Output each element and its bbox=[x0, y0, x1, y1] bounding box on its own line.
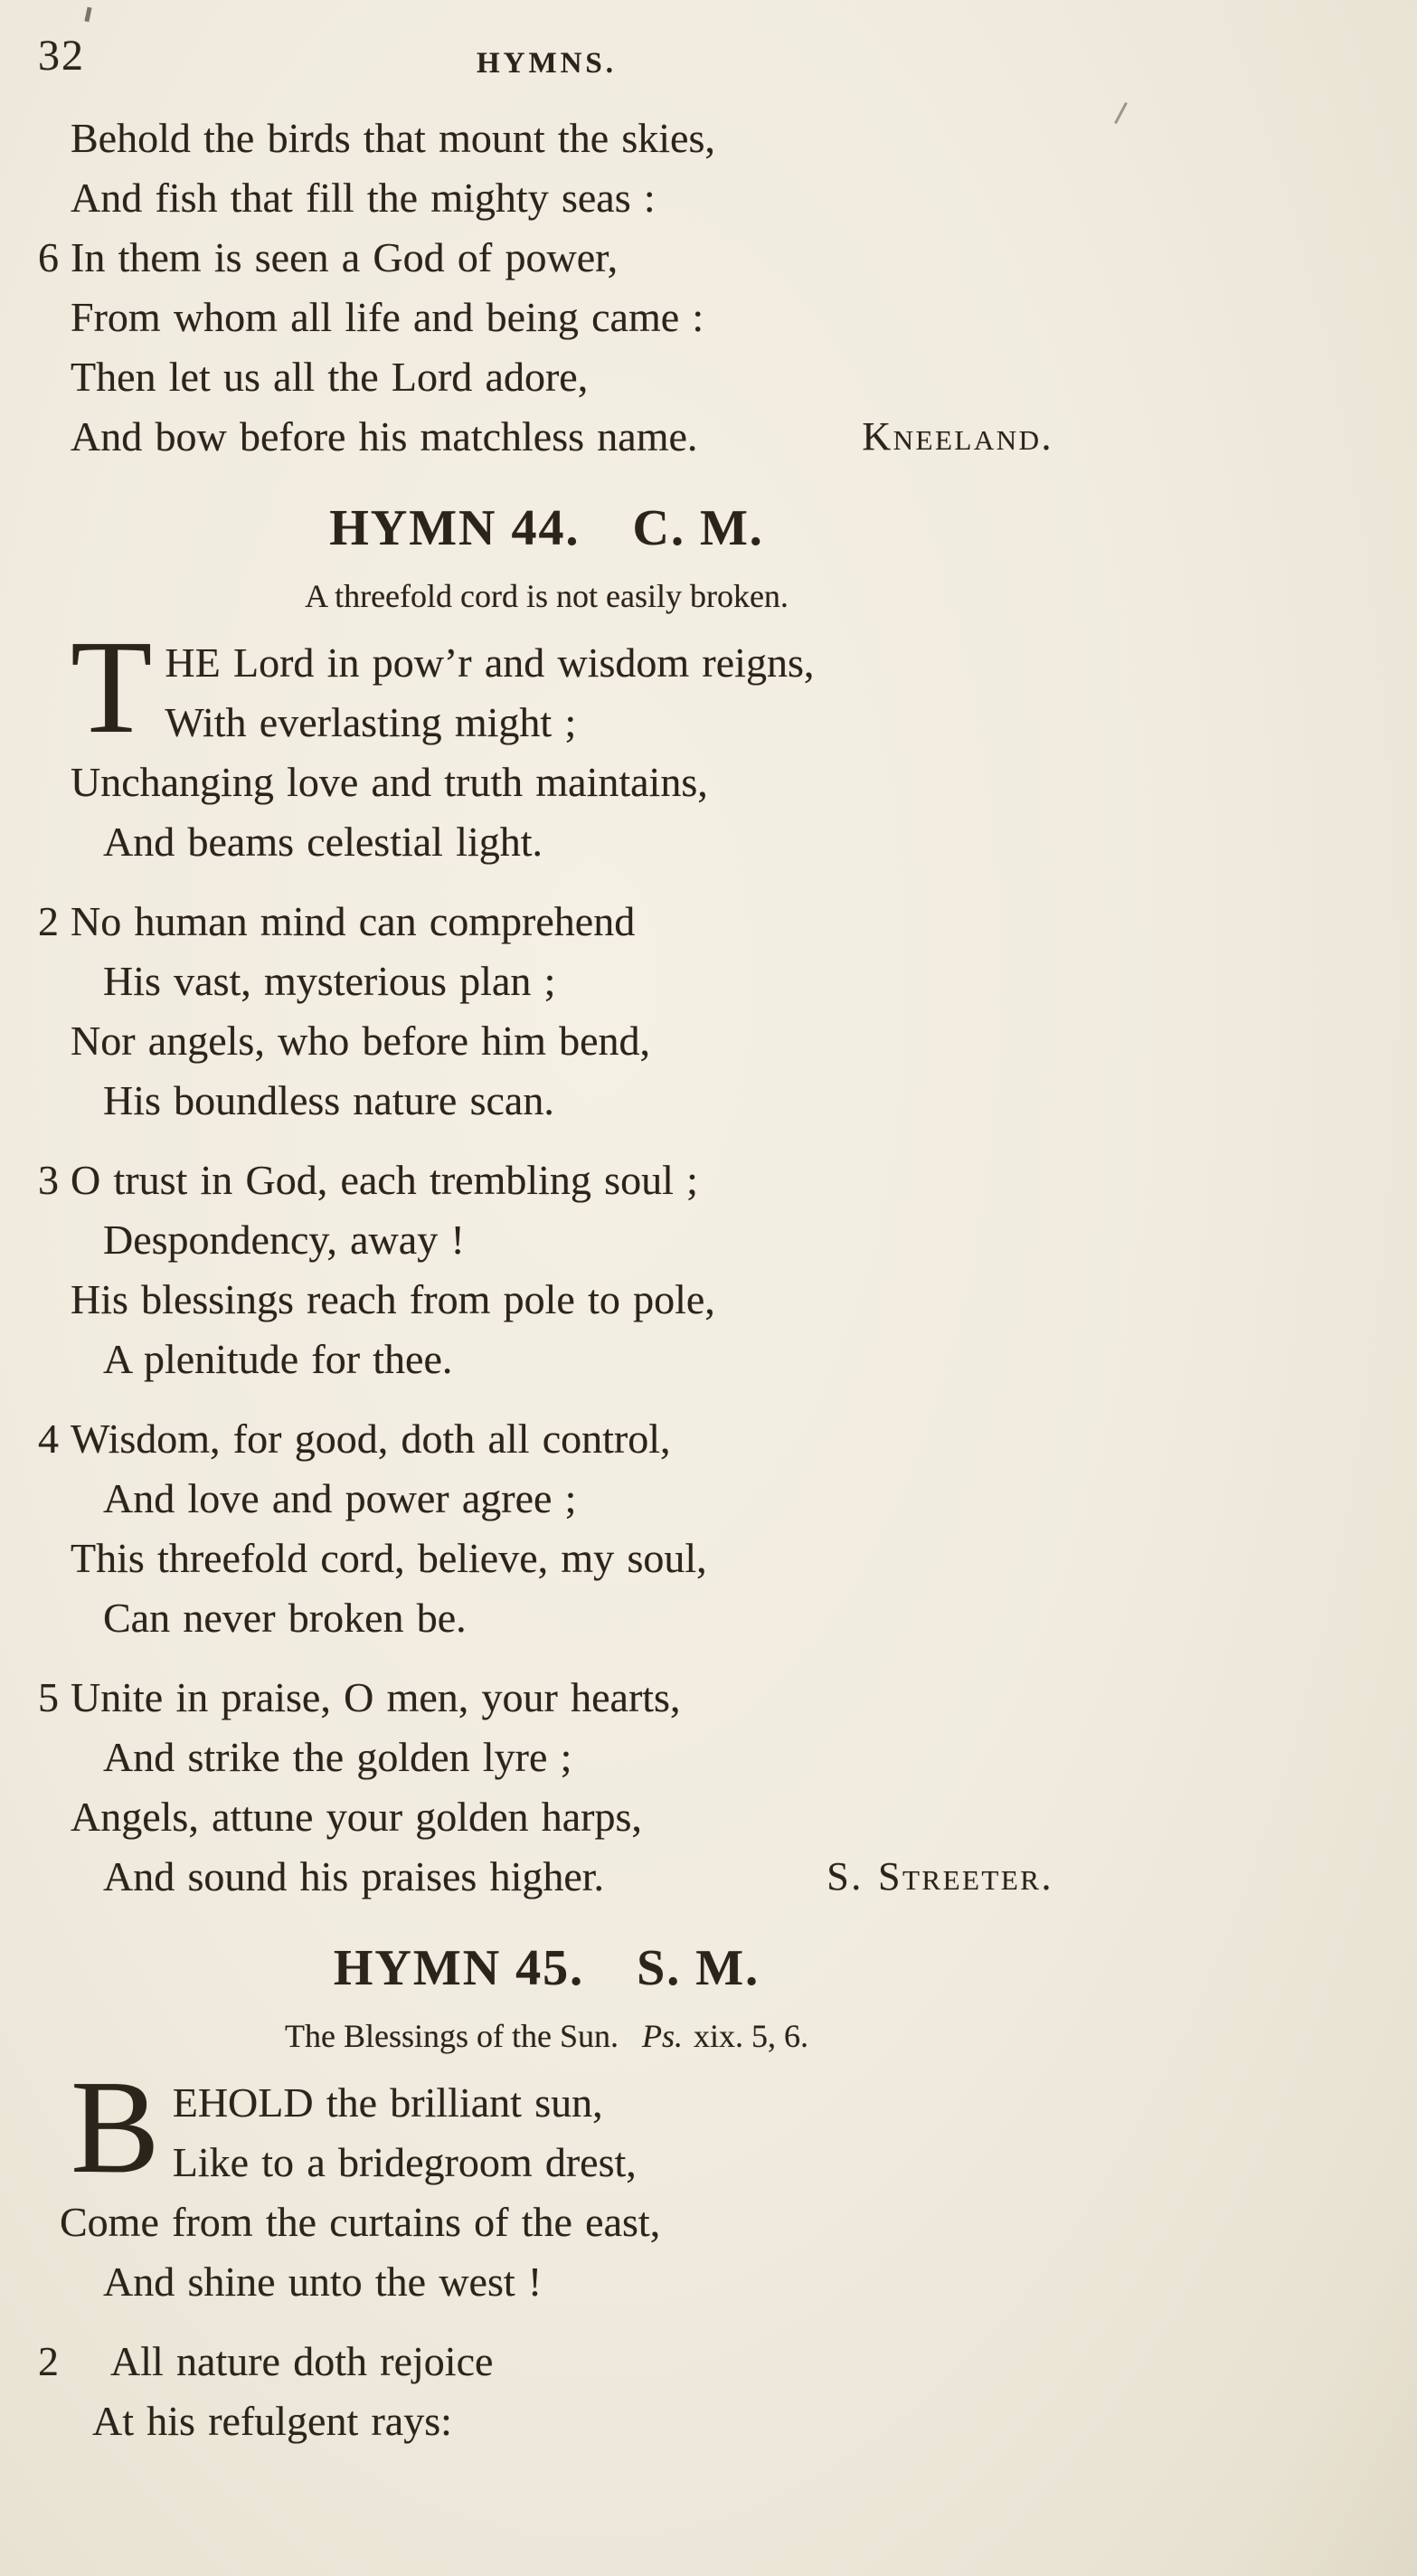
verse-text: Can never broken be. bbox=[103, 1595, 467, 1641]
verse-text: From whom all life and being came : bbox=[71, 294, 704, 340]
hymn-44-stanza-4 bbox=[38, 1409, 1055, 1648]
hymn-number: HYMN 44. bbox=[329, 500, 581, 556]
verse-line bbox=[38, 952, 1055, 1011]
verse-text: And love and power agree ; bbox=[103, 1475, 577, 1521]
verse-text: Come from the curtains of the east, bbox=[60, 2199, 661, 2245]
verse-text: And beams celestial light. bbox=[103, 819, 543, 865]
verse-text: And shine unto the west ! bbox=[103, 2259, 543, 2305]
hymn-44-stanza-5 bbox=[38, 1668, 1055, 1907]
verse-line bbox=[38, 228, 1055, 288]
verse-line bbox=[173, 2073, 637, 2133]
hymn-meter: S. M. bbox=[637, 1940, 760, 1996]
verse-line bbox=[165, 633, 814, 693]
verse-line bbox=[38, 1588, 1055, 1648]
opening-lines-column bbox=[165, 633, 814, 753]
hymn-number: HYMN 45. bbox=[333, 1940, 585, 1996]
verse-line bbox=[38, 1469, 1055, 1529]
verse-number: 3 bbox=[38, 1157, 59, 1203]
verse-text: A plenitude for thee. bbox=[103, 1336, 453, 1382]
scripture-ref-book: Ps. bbox=[641, 2018, 683, 2054]
verse-line bbox=[38, 1668, 1055, 1728]
verse-line bbox=[38, 1330, 1055, 1389]
author-attribution: S. Streeter. bbox=[827, 1854, 1053, 1899]
verse-text: And sound his praises higher. bbox=[103, 1853, 605, 1899]
verse-text: This threefold cord, believe, my soul, bbox=[71, 1535, 707, 1581]
verse-line bbox=[38, 1409, 1055, 1469]
running-title: HYMNS. bbox=[476, 47, 618, 80]
verse-text: In them is seen a God of power, bbox=[71, 234, 619, 280]
verse-line bbox=[38, 812, 1055, 872]
hymn-44-stanza-3 bbox=[38, 1151, 1055, 1389]
verse-text: Wisdom, for good, doth all control, bbox=[71, 1416, 671, 1462]
verse-line bbox=[38, 1529, 1055, 1588]
verse-number: 4 bbox=[38, 1416, 59, 1462]
verse-line bbox=[38, 1011, 1055, 1071]
verse-number: 5 bbox=[38, 1674, 59, 1720]
opening-lines-column bbox=[173, 2073, 637, 2192]
verse-line bbox=[38, 1151, 1055, 1210]
verse-text: Like to a bridegroom drest, bbox=[172, 2139, 637, 2185]
verse-line bbox=[38, 407, 1055, 467]
verse-text: His blessings reach from pole to pole, bbox=[71, 1276, 715, 1322]
hymn-44-stanza-1 bbox=[38, 613, 1055, 872]
hymn-45-epigraph bbox=[38, 2013, 1055, 2059]
verse-line bbox=[38, 1787, 1055, 1847]
verse-line bbox=[38, 347, 1055, 407]
verse-text: Unite in praise, O men, your hearts, bbox=[71, 1674, 681, 1720]
verse-line bbox=[38, 892, 1055, 952]
verse-line bbox=[173, 2133, 637, 2192]
verse-text: Unchanging love and truth maintains, bbox=[71, 759, 708, 805]
verse-line bbox=[38, 1210, 1055, 1270]
scan-mark bbox=[84, 7, 91, 23]
verse-line bbox=[38, 2192, 1055, 2252]
hymn-44-epigraph bbox=[38, 573, 1055, 619]
drop-cap: B bbox=[71, 2053, 160, 2202]
text-block bbox=[38, 34, 1055, 2471]
verse-text: At his refulgent rays: bbox=[92, 2398, 452, 2444]
verse-text: All nature doth rejoice bbox=[110, 2338, 494, 2384]
opening-lines bbox=[38, 2053, 1055, 2202]
verse-text: Despondency, away ! bbox=[103, 1217, 465, 1263]
verse-text: No human mind can comprehend bbox=[71, 898, 636, 944]
verse-text: Then let us all the Lord adore, bbox=[71, 354, 589, 400]
verse-line bbox=[38, 2252, 1055, 2312]
opening-lines bbox=[38, 613, 1055, 762]
verse-number: 2 bbox=[38, 898, 59, 944]
scan-mark bbox=[1114, 102, 1128, 124]
drop-cap: T bbox=[71, 613, 153, 762]
stanza-previous-hymn-end bbox=[38, 109, 1055, 467]
page-header bbox=[38, 34, 1055, 92]
author-attribution: Kneeland. bbox=[862, 414, 1053, 459]
verse-number: 2 bbox=[38, 2338, 59, 2384]
epigraph-text: A threefold cord is not easily broken. bbox=[305, 578, 789, 614]
verse-line bbox=[165, 693, 814, 753]
verse-line bbox=[38, 2332, 1055, 2391]
verse-text: And strike the golden lyre ; bbox=[103, 1734, 572, 1780]
verse-line bbox=[38, 1270, 1055, 1330]
verse-text: Angels, attune your golden harps, bbox=[71, 1794, 642, 1840]
verse-text: And bow before his matchless name. bbox=[71, 413, 698, 459]
verse-text: O trust in God, each trembling soul ; bbox=[71, 1157, 698, 1203]
verse-text: With everlasting might ; bbox=[165, 699, 577, 745]
scripture-ref-passage: xix. 5, 6. bbox=[693, 2018, 808, 2054]
verse-number: 6 bbox=[38, 234, 59, 280]
epigraph-text: The Blessings of the Sun. bbox=[285, 2018, 619, 2054]
verse-text: His boundless nature scan. bbox=[103, 1077, 554, 1123]
hymn-45-stanza-1 bbox=[38, 2053, 1055, 2312]
page-number: 32 bbox=[38, 32, 85, 80]
verse-text: EHOLD the brilliant sun, bbox=[172, 2079, 603, 2126]
verse-line bbox=[38, 1071, 1055, 1131]
verse-text: HE Lord in pow’r and wisdom reigns, bbox=[165, 639, 815, 686]
verse-line bbox=[38, 753, 1055, 812]
verse-text: Nor angels, who before him bend, bbox=[71, 1018, 651, 1064]
verse-text: His vast, mysterious plan ; bbox=[103, 958, 556, 1004]
hymn-45-stanza-2 bbox=[38, 2332, 1055, 2451]
hymn-meter: C. M. bbox=[632, 500, 764, 556]
hymn-44-stanza-2 bbox=[38, 892, 1055, 1131]
verse-line bbox=[38, 1847, 1055, 1907]
verse-line bbox=[38, 168, 1055, 228]
hymn-44-heading bbox=[38, 497, 1055, 559]
verse-line bbox=[38, 109, 1055, 168]
verse-text: And fish that fill the mighty seas : bbox=[71, 175, 656, 221]
verse-line bbox=[38, 288, 1055, 347]
verse-line bbox=[38, 1728, 1055, 1787]
verse-text: Behold the birds that mount the skies, bbox=[71, 115, 715, 161]
verse-line bbox=[38, 2391, 1055, 2451]
hymn-45-heading bbox=[38, 1937, 1055, 1999]
